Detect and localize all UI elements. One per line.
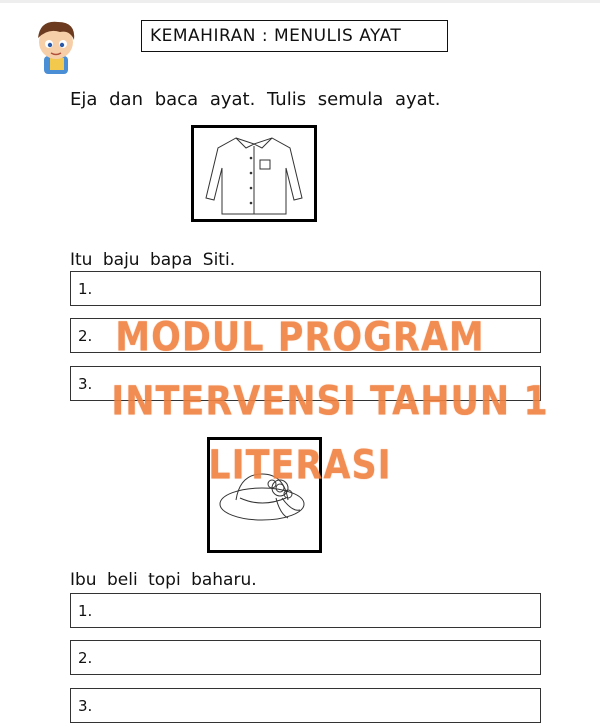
line-number: 3. xyxy=(78,697,93,715)
line-number: 1. xyxy=(78,280,93,298)
answer-line-5[interactable] xyxy=(70,640,541,675)
boy-mascot-icon xyxy=(26,14,86,76)
watermark-line-2: INTERVENSI TAHUN 1 xyxy=(111,379,549,425)
line-number: 1. xyxy=(78,602,93,620)
line-number: 3. xyxy=(78,375,93,393)
page-title: KEMAHIRAN : MENULIS AYAT xyxy=(141,20,448,52)
shirt-picture xyxy=(191,125,317,222)
watermark-line-3: LITERASI xyxy=(208,443,392,489)
sentence-1: Itu baju bapa Siti. xyxy=(70,250,236,270)
answer-line-4[interactable] xyxy=(70,593,541,628)
watermark-line-1: MODUL PROGRAM xyxy=(115,315,485,361)
answer-line-6[interactable] xyxy=(70,688,541,723)
page-top-border xyxy=(0,0,600,3)
line-number: 2. xyxy=(78,327,93,345)
line-number: 2. xyxy=(78,649,93,667)
instruction-text: Eja dan baca ayat. Tulis semula ayat. xyxy=(70,89,441,110)
answer-line-1[interactable] xyxy=(70,271,541,306)
shirt-icon xyxy=(194,128,314,219)
sentence-2: Ibu beli topi baharu. xyxy=(70,570,257,590)
